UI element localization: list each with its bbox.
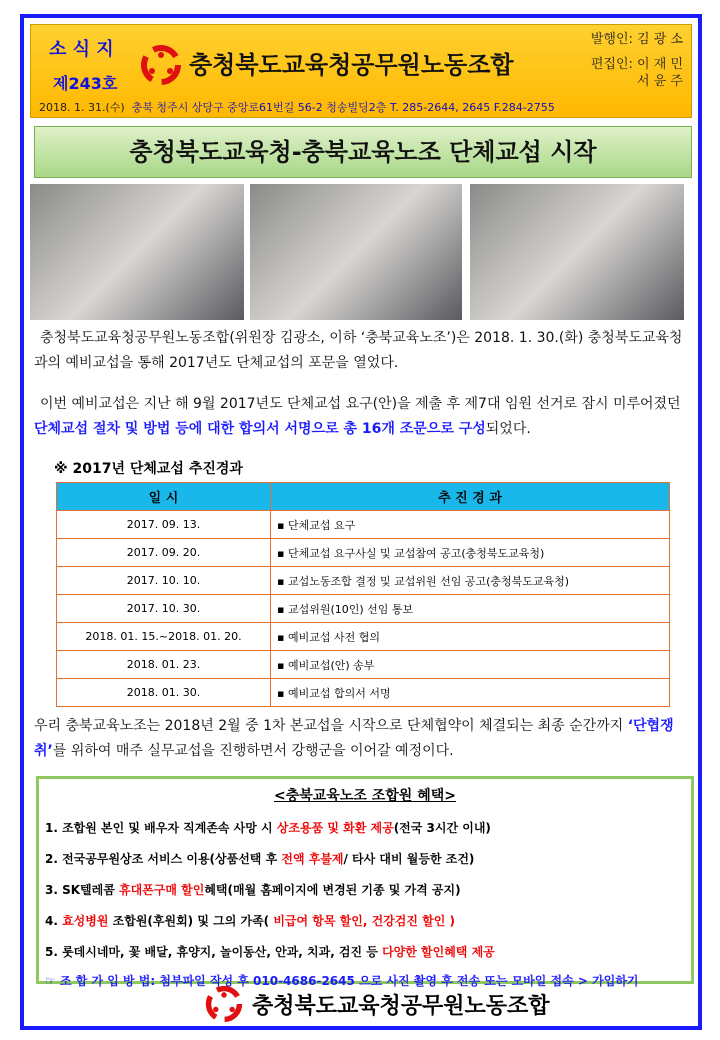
date-cell: 2017. 09. 20. (57, 539, 271, 567)
address: 충북 청주시 상당구 중앙로61번길 56-2 청송빌딩2층 T. 285-2644, 2645 F.284-2755 (131, 101, 555, 114)
editor: 편집인: 이 재 민 (590, 57, 683, 72)
benefit-item (45, 912, 691, 929)
publisher-info (591, 31, 683, 90)
highlight: ‘단협쟁취’ (34, 718, 674, 759)
col-header: 일 시 (57, 483, 271, 511)
benefit-text: 1. 조합원 본인 및 배우자 직계존속 사망 시 (45, 821, 277, 835)
paragraph-3 (34, 714, 694, 764)
table-row (57, 623, 670, 651)
benefit-text: 혜택(매월 홈페이지에 변경된 기종 및 가격 공지) (204, 883, 461, 897)
union-logo-icon (204, 984, 244, 1024)
benefit-text: 다양한 할인혜택 제공 (382, 945, 495, 959)
benefit-item (45, 850, 691, 867)
text: 되었다. (485, 421, 531, 437)
benefit-text: 비급여 항목 할인, 건강검진 할인 ) (273, 914, 455, 928)
photo-signing (250, 184, 462, 320)
text: 를 위하여 매주 실무교섭을 진행하면서 강행군을 이어갈 예정이다. (52, 743, 454, 759)
benefit-text: 효성병원 (62, 914, 109, 928)
table-row (57, 679, 670, 707)
join-method: ☞ 조 합 가 입 방 법: 첨부파일 작성 후 010-4686-2645 으로 사진 촬영 후 전송 또는 모바일 접속 > 가입하기 (45, 974, 639, 988)
union-logo-icon (139, 43, 183, 87)
benefit-text: 4. (45, 914, 63, 928)
benefit-text: 전액 후불제 (281, 852, 344, 866)
footer (204, 984, 550, 1024)
progress-cell: ▪ 단체교섭 요구 (271, 511, 670, 539)
benefits-box (36, 776, 694, 988)
table-row (57, 651, 670, 679)
benefit-item (45, 819, 691, 836)
progress-table (56, 482, 670, 707)
table-row (57, 567, 670, 595)
editor2: 서 윤 주 (637, 74, 683, 89)
masthead (30, 24, 692, 118)
benefit-text: / 타사 대비 월등한 조건) (343, 852, 475, 866)
paragraph-1: 충청북도교육청공무원노동조합(위원장 김광소, 이하 ‘충북교육노조’)은 2018. 1. 30.(화) 충청북도교육청과의 예비교섭을 통해 2017년도 단체교섭의 포문을 열었다. (34, 330, 683, 371)
headline: 충청북도교육청-충북교육노조 단체교섭 시작 (34, 126, 692, 178)
benefit-text: 휴대폰구매 할인 (118, 883, 205, 897)
footer-org-name: 충청북도교육청공무원노동조합 (252, 993, 550, 1019)
date-cell: 2017. 10. 30. (57, 595, 271, 623)
benefit-text: 조합원(후원회) 및 그의 가족( (108, 914, 274, 928)
benefit-text: 5. 롯데시네마, 꽃 배달, 휴양지, 놀이동산, 안과, 치과, 검진 등 (45, 945, 383, 959)
newsletter-label: 소 식 지 (49, 39, 114, 60)
benefit-text: (전국 3시간 이내) (393, 821, 491, 835)
benefits-heading: <충북교육노조 조합원 혜택> (274, 788, 456, 804)
table-row (57, 539, 670, 567)
date-cell: 2017. 10. 10. (57, 567, 271, 595)
issue-number: 제243호 (53, 74, 118, 93)
progress-cell: ▪ 예비교섭 합의서 서명 (271, 679, 670, 707)
table-title: ※ 2017년 단체교섭 추진경과 (54, 461, 243, 477)
address-line (39, 99, 555, 115)
newsletter (20, 14, 702, 1030)
table-row (57, 511, 670, 539)
photo-group (30, 184, 244, 320)
publisher: 발행인: 김 광 소 (590, 32, 683, 47)
col-header: 추 진 경 과 (271, 483, 670, 511)
benefit-item (45, 881, 691, 898)
progress-cell: ▪ 단체교섭 요구사실 및 교섭참여 공고(충청북도교육청) (271, 539, 670, 567)
progress-cell: ▪ 교섭위원(10인) 선임 통보 (271, 595, 670, 623)
date: 2018. 1. 31.(수) (39, 101, 125, 114)
progress-cell: ▪ 예비교섭(안) 송부 (271, 651, 670, 679)
benefit-item (45, 943, 691, 960)
date-cell: 2017. 09. 13. (57, 511, 271, 539)
benefit-text: 3. SK텔레콤 (45, 883, 119, 897)
progress-cell: ▪ 교섭노동조합 결정 및 교섭위원 선임 공고(충청북도교육청) (271, 567, 670, 595)
table-row (57, 595, 670, 623)
progress-cell: ▪ 예비교섭 사전 협의 (271, 623, 670, 651)
org-name: 충청북도교육청공무원노동조합 (189, 51, 514, 79)
benefit-text: 2. 전국공무원상조 서비스 이용(상품선택 후 (45, 852, 282, 866)
text: 우리 충북교육노조는 2018년 2월 중 1차 본교섭을 시작으로 단체협약이 체결되는 최종 순간까지 (34, 718, 628, 734)
photo-meeting (470, 184, 684, 320)
date-cell: 2018. 01. 15.~2018. 01. 20. (57, 623, 271, 651)
date-cell: 2018. 01. 30. (57, 679, 271, 707)
text: 이번 예비교섭은 지난 해 9월 2017년도 단체교섭 요구(안)을 제출 후 제7대 임원 선거로 잠시 미루어졌던 (40, 396, 681, 412)
benefit-text: 상조용품 및 화환 제공 (276, 821, 394, 835)
highlight: 단체교섭 절차 및 방법 등에 대한 합의서 서명으로 총 16개 조문으로 구성 (34, 421, 486, 437)
date-cell: 2018. 01. 23. (57, 651, 271, 679)
paragraph-2 (34, 392, 694, 442)
